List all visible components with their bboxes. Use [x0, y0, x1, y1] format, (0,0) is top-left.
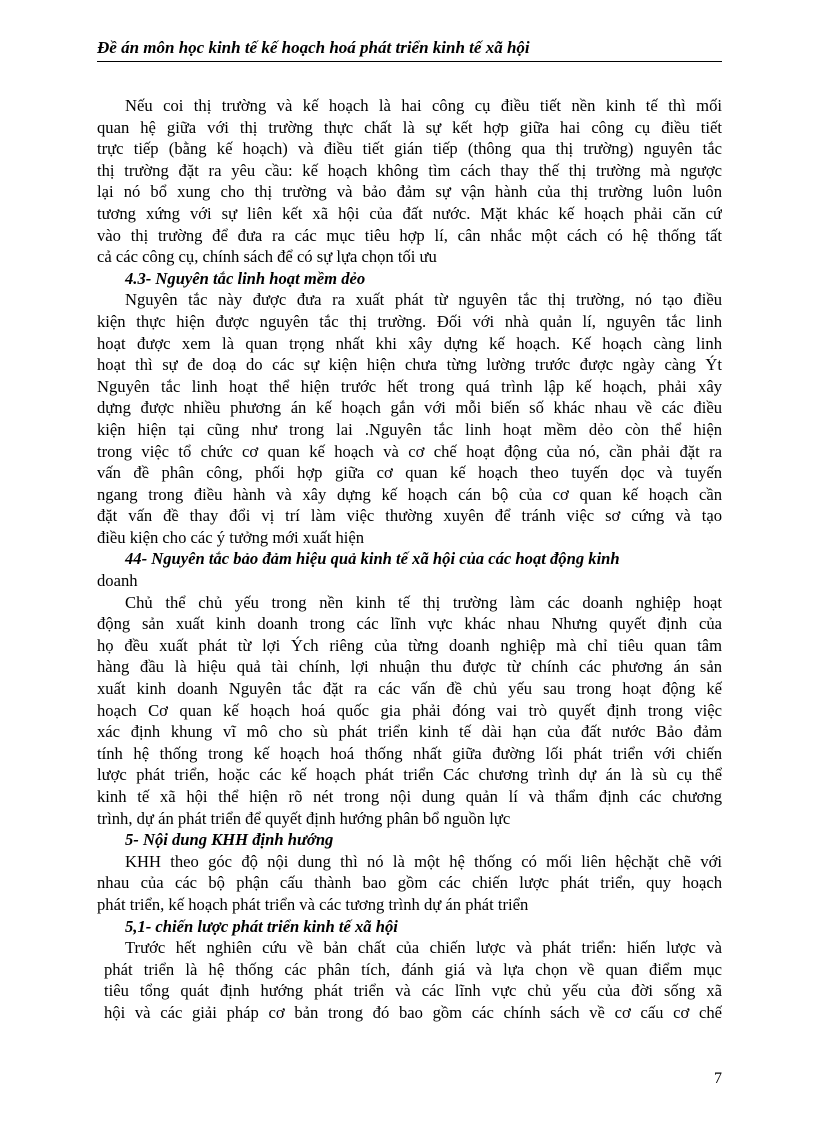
page-number: 7: [714, 1070, 722, 1087]
text-line: tương xứng với sự liên kết xã hội của đất nước. Mặt khác kế hoạch phải căn cứ: [97, 203, 722, 223]
text-line: xuất kinh doanh Nguyên tắc đặt ra các vấn đề chủ yếu sau trong hoạt động kế: [97, 679, 722, 699]
text-line: trình, dự án phát triển để quyết định hướng phân bổ nguồn lực: [97, 808, 511, 828]
text-line: ngang trong điều hành và xây dựng kế hoạch cán bộ của cơ quan kế hoạch cần: [97, 484, 722, 504]
text-line: Nếu coi thị trường và kế hoạch là hai công cụ điều tiết nền kinh tế thì mối: [125, 96, 722, 115]
text-line: xác định khung vĩ mô cho sù phát triển kinh tế dài hạn của đất nước Bảo đảm: [97, 722, 722, 742]
text-line: tiêu tổng quát định hướng phát triển và các lĩnh vực chủ yếu của đời sống xã: [104, 981, 722, 1001]
text-line: hoạt thì sự đe doạ do các sự kiện hiện chưa từng lường trước được ngày càng Ýt: [97, 355, 722, 375]
page-header-title: Đề án môn học kinh tế kế hoạch hoá phát triển kinh tế xã hội: [97, 38, 530, 57]
text-line: lại nó bổ xung cho thị trường và bảo đảm sự vận hành của thị trường luôn luôn: [97, 182, 722, 202]
text-line: đặt vấn đề thay đổi vị trí làm việc thường xuyên để tránh việc sơ cứng và tạo: [97, 506, 722, 526]
text-line: kinh tế xã hội thể hiện rõ nét trong nội dung quản lí và thẩm định các chương: [97, 787, 722, 806]
text-line: vào thị trường để đưa ra các mục tiêu hợp lí, cân nhắc một cách có hệ thống tất: [97, 225, 722, 245]
section-heading: 44- Nguyên tắc bảo đảm hiệu quả kinh tế xã hội của các hoạt động kinh: [125, 549, 620, 569]
text-line: dựng được nhiều phương án kế hoạch gắn với mỗi biến số khác nhau về các điều: [97, 398, 722, 418]
text-line: hội và các giải pháp cơ bản trong đó bao gồm các chính sách về cơ cấu cơ chế: [104, 1002, 722, 1022]
text-line: trong việc tổ chức cơ quan kế hoạch và cơ chế hoạt động của nó, cần phải đặt ra: [97, 441, 722, 461]
text-line: quan hệ giữa với thị trường thực chất là sự kết hợp giữa hai công cụ điều tiết: [97, 117, 722, 137]
text-line: nhau của các bộ phận cấu thành bao gồm các chiến lược phát triển, quy hoạch: [97, 873, 722, 893]
text-line: điều kiện cho các ý tưởng mới xuất hiện: [97, 527, 365, 547]
text-line: thị trường đặt ra yêu cầu: kế hoạch không tìm cách thay thế thị trường mà ngược: [97, 160, 722, 180]
text-line: vấn đề phân công, phối hợp giữa cơ quan kế hoạch theo tuyến dọc và tuyến: [97, 463, 722, 483]
document-body: [97, 95, 722, 1024]
text-line: kiện thực hiện được nguyên tắc thị trường. Đối với nhà quản lí, nguyên tắc linh: [97, 311, 722, 331]
text-line: doanh: [97, 571, 138, 591]
text-line: tính hệ thống trong kế hoạch hoá thống nhất giữa đường lối phát triển với chiến: [97, 743, 722, 763]
header-divider: [97, 61, 722, 62]
text-line: Nguyên tắc linh hoạt thể hiện trước hết trong quá trình lập kế hoạch, phải xây: [97, 376, 722, 396]
text-line: hoạt được xem là quan trọng nhất khi xây dựng kế hoạch. Kế hoạch càng linh: [97, 333, 722, 353]
section-heading: 4.3- Nguyên tắc linh hoạt mềm dẻo: [125, 268, 366, 288]
text-line: phát triển, kế hoạch phát triển và các tương trình dự án phát triển: [97, 894, 529, 914]
text-line: động sản xuất kinh doanh trong các lĩnh vực khác nhau Nhưng quyết định của: [97, 614, 722, 634]
text-line: lược phát triển, hoặc các kế hoạch phát triển Các chương trình dự án là sù cụ thể: [97, 765, 722, 785]
text-line: Chủ thể chủ yếu trong nền kinh tế thị trường làm các doanh nghiệp hoạt: [125, 592, 722, 612]
section-heading: 5- Nội dung KHH định hướng: [125, 830, 334, 850]
text-line: Nguyên tắc này được đưa ra xuất phát từ nguyên tắc thị trường, nó tạo điều: [125, 290, 722, 310]
text-line: Trước hết nghiên cứu về bản chất của chiến lược và phát triển: hiến lược và: [125, 938, 722, 958]
text-line: kiện hiện tại cũng như trong lai .Nguyên tắc linh hoạt mềm dẻo còn thể hiện: [97, 419, 722, 439]
section-heading: 5,1- chiến lược phát triển kinh tế xã hội: [125, 916, 398, 936]
text-line: phát triển là hệ thống các phân tích, đánh giá và lựa chọn về quan điểm mục: [104, 959, 722, 979]
text-line: hàng đầu là hiệu quả tài chính, lợi nhuận thu được từ chính các phương án sản: [97, 657, 722, 677]
text-line: họ đều xuất phát từ lợi Ých riêng của từng doanh nghiệp mà chỉ tiêu quan tâm: [97, 635, 722, 655]
text-line: KHH theo góc độ nội dung thì nó là một hệ thống có mối liên hệchặt chẽ với: [125, 851, 722, 871]
text-line: cả các công cụ, chính sách để có sự lựa chọn tối ưu: [97, 247, 437, 267]
text-line: trực tiếp (bằng kế hoạch) và điều tiết gián tiếp (thông qua thị trường) nguyên tắc: [97, 139, 722, 159]
text-line: hoạch Cơ quan kế hoạch hoá quốc gia phải đóng vai trò quyết định trong việc: [97, 700, 722, 720]
